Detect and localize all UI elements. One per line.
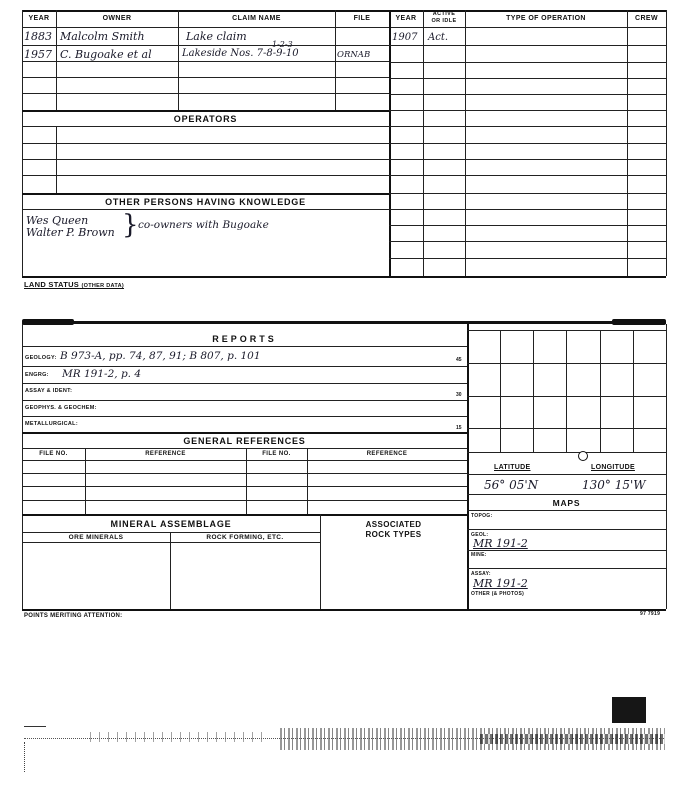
owner-row-2-claim-note: 1-2-3 [272,40,293,49]
latitude-label: LATITUDE [494,464,531,471]
land-status-label [24,280,124,289]
longitude-label: LONGITUDE [591,464,635,471]
report-assay-num: 30 [456,392,462,398]
report-engrg-label: ENGRG: [25,372,49,378]
report-geophys-label: GEOPHYS. & GEOCHEM: [25,405,97,411]
owner-row-2-claim: Lakeside Nos. 7-8-9-10 [182,48,299,59]
land-status-sub: (OTHER DATA) [81,283,124,289]
land-status-title: LAND STATUS [24,280,80,289]
maps-assay-value: MR 191-2 [473,577,528,590]
ref-header-file-no-2: FILE NO. [262,451,291,457]
ref-header-file-no: FILE NO. [39,451,68,457]
brace-mark: } [122,210,139,240]
report-geology-label: GEOLOGY: [25,355,57,361]
location-dot-icon [578,451,588,461]
scan-noise-dots [90,732,270,742]
report-metallurgical-num: 15 [456,425,462,431]
maps-label: MAPS [552,498,581,508]
other-persons-label: OTHER PERSONS HAVING KNOWLEDGE [105,197,306,207]
scan-noise-band-2 [480,734,665,744]
other-person-1: Wes Queen [26,214,89,227]
maps-assay-label: ASSAY: [471,571,491,577]
report-geology-value: B 973-A, pp. 74, 87, 91; B 807, p. 101 [60,350,261,362]
header-active-line1: ACTIVE [432,11,456,17]
scan-artifact-left [22,319,74,325]
operators-label: OPERATORS [173,114,238,124]
owner-row-1-owner: Malcolm Smith [60,30,145,43]
maps-geol-value: MR 191-2 [473,537,528,550]
header-type-of-operation: TYPE OF OPERATION [506,15,586,22]
form-number: 97 7919 [640,611,661,617]
scan-noise-block [612,697,646,723]
owner-row-1-claim: Lake claim [186,30,247,43]
other-persons-note: co-owners with Bugoake [138,219,269,231]
maps-topog-label: TOPOG: [471,513,493,519]
activity-row-status: Act. [428,32,449,43]
activity-row-year: 1907 [392,32,418,43]
mineral-assemblage-label: MINERAL ASSEMBLAGE [110,519,232,529]
header-crew: CREW [635,15,658,22]
report-assay-label: ASSAY & IDENT: [25,388,73,394]
header-active-line2: OR IDLE [431,18,457,24]
ref-header-reference: REFERENCE [145,451,186,457]
ref-header-reference-2: REFERENCE [366,451,408,457]
header-year: YEAR [28,15,50,22]
longitude-value: 130° 15'W [582,478,646,492]
rock-forming-label: ROCK FORMING, ETC. [206,534,284,541]
general-references-label: GENERAL REFERENCES [183,436,306,446]
scan-artifact-right [612,319,666,325]
owner-row-1-year: 1883 [24,30,52,43]
other-person-2: Walter P. Brown [26,226,115,239]
points-meriting-attention-label: POINTS MERITING ATTENTION: [24,613,123,619]
ore-minerals-label: ORE MINERALS [68,534,124,541]
header-year-activity: YEAR [395,15,417,22]
scan-noise-left-2 [24,742,26,772]
maps-other-label: OTHER (& PHOTOS) [471,591,525,597]
reports-label: REPORTS [212,334,277,344]
report-metallurgical-label: METALLURGICAL: [25,421,78,427]
scan-noise-left [24,726,46,727]
associated-label-1: ASSOCIATED [365,520,422,529]
report-engrg-value: MR 191-2, p. 4 [62,368,142,380]
owner-row-2-owner: C. Bugoake et al [60,48,152,61]
owner-row-2-file: ORNAB [337,50,371,60]
header-file: FILE [353,15,371,22]
scan-artifact-bar [22,321,666,324]
header-owner: OWNER [102,15,132,22]
associated-label-2: ROCK TYPES [365,530,422,539]
latitude-value: 56° 05'N [484,478,539,492]
maps-geol-label: GEOL: [471,532,489,538]
owner-row-2-year: 1957 [24,48,52,61]
report-geology-num: 45 [456,357,462,363]
header-claim-name: CLAIM NAME [232,15,281,22]
maps-mine-label: MINE: [471,552,487,558]
